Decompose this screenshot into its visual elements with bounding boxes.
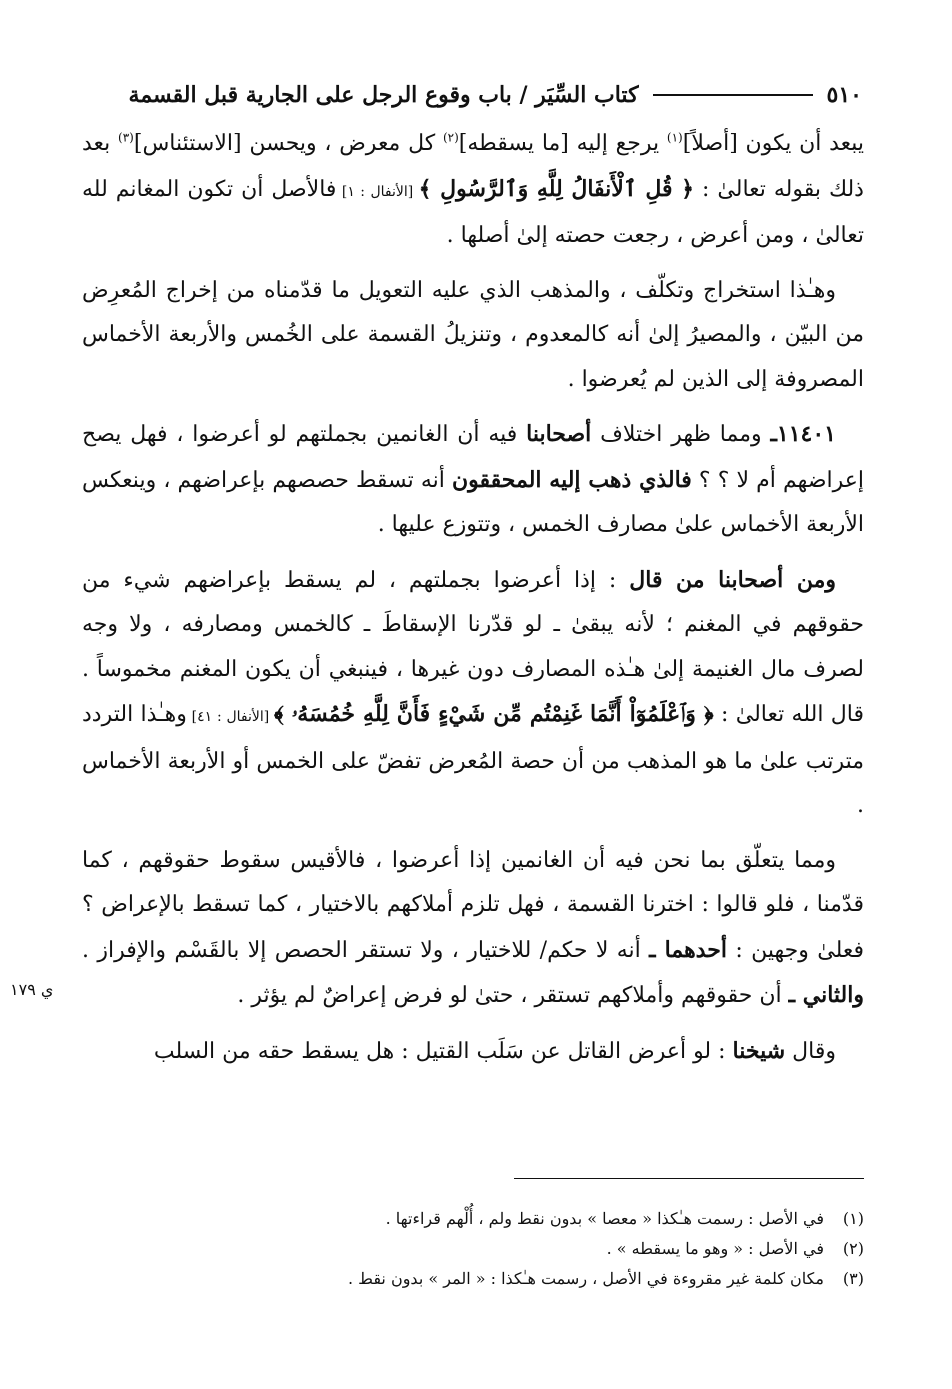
footnote-ref: (١): [666, 130, 683, 145]
chapter-title: كتاب السِّيَر / باب وقوع الرجل على الجارية قبل القسمة: [128, 82, 639, 108]
text-run: ومما يتعلّق بما نحن فيه أن الغانمين إذا أعرضوا ، فالأقيس سقوط حقوقهم ، كما قدّمنا ، فلو قالوا : اخترنا القسمة ، فهل تلزم أملاكهم بالاختيار ، كما تسقط بالإعراض ؟ فعلىٰ وجهين :: [82, 847, 864, 963]
text-run: يبعد أن يكون [أصلاً]: [682, 131, 865, 156]
text-run: كل معرض ، ويحسن [الاستئناس]: [133, 131, 443, 156]
footnote-text: مكان كلمة غير مقروءة في الأصل ، رسمت هـٰكذا : « المر » بدون نقط .: [347, 1269, 824, 1288]
text-run: أنه لا حكم/ للاختيار ، ولا تستقر الحصص إلا بالقَسْم والإفراز .: [82, 937, 650, 963]
text-run: يرجع إليه [ما يسقطه]: [458, 131, 667, 156]
text-run: : لو أعرض القاتل عن سَلَب القتيل : هل يسقط حقه من السلب: [153, 1038, 733, 1064]
footnote: [90, 1234, 864, 1264]
bold-term: فالذي ذهب إليه المحققون: [452, 466, 692, 493]
text-run: ومما ظهر اختلاف: [591, 422, 771, 447]
bold-term: ومن أصحابنا من قال: [629, 566, 837, 593]
quran-quote: ﴿ وَٱعْلَمُوٓاْ أَنَّمَا غَنِمْتُم مِّن شَيْءٍ فَأَنَّ لِلَّهِ خُمُسَهُۥ ﴾: [274, 701, 714, 727]
text-run: وقال: [785, 1038, 836, 1064]
bold-term: شيخنا: [732, 1037, 786, 1064]
text-run: أن حقوقهم وأملاكهم تستقر ، حتىٰ لو فرض إعراضٌ لم يؤثر .: [237, 983, 789, 1008]
bold-term: أحدهما ـ: [649, 936, 727, 963]
footnotes: [90, 1204, 864, 1294]
manuscript-margin-note: ي ١٧٩: [10, 980, 54, 999]
paragraph-6: [82, 1029, 864, 1075]
issue-number: ١١٤٠١ـ: [770, 421, 836, 447]
bold-term: أصحابنا: [526, 421, 592, 447]
footnote: [90, 1204, 864, 1234]
verse-reference: [الأنفال : ٤١]: [186, 709, 275, 725]
footnote-text: في الأصل : رسمت هـٰكذا « معصا » بدون نقط ولم ، أُلْهم قراءتها .: [385, 1209, 824, 1228]
footnote-divider: [514, 1178, 864, 1179]
bold-term: والثاني ـ: [788, 982, 864, 1008]
text-run: وهـٰذا التردد مترتب علىٰ ما هو المذهب من أن حصة المُعرض تفضّ على الخمس أو الأربعة الأخماس .: [82, 702, 864, 818]
text-run: أنه تسقط حصصهم بإعراضهم ، وينعكس الأربعة الأخماس علىٰ مصارف الخمس ، وتتوزع عليها .: [82, 467, 864, 537]
footnote-number: (١): [842, 1209, 864, 1228]
paragraph-2: وهـٰذا استخراج وتكلّف ، والمذهب الذي عليه التعويل ما قدّمناه من إخراج المُعرِض من البيّن ، والمصيرُ إلىٰ أنه كالمعدوم ، وتنزيلُ القسمة على الخُمس والأربعة الأخماس المصروفة إلى الذين لم يُعرضوا .: [82, 277, 864, 392]
paragraph-3: [82, 412, 864, 548]
footnote-number: (٢): [842, 1239, 864, 1258]
paragraph-1: [82, 122, 864, 259]
text-run: : إذا أعرضوا بجملتهم ، لم يسقط بإعراضهم شيء من حقوقهم في المغنم ؛ لأنه يبقىٰ ـ لو قدّرنا الإسقاطَ ـ كالخمس ومصارفه ، ولا وجه لصرف مال الغنيمة إلىٰ هـٰذه المصارف دون غيرها ، فينبغي أن يكون المغنم مخموساً . قال الله تعالىٰ :: [82, 567, 864, 727]
footnote-ref: (٢): [442, 130, 459, 145]
footnote-text: في الأصل : « وهو ما يسقطه » .: [606, 1239, 824, 1258]
footnote-ref: (٣): [118, 130, 134, 145]
text-run: بعد ذلك بقوله تعالىٰ :: [82, 131, 864, 202]
main-text: [82, 122, 864, 1074]
footnote-number: (٣): [842, 1269, 864, 1288]
running-head: [80, 78, 862, 112]
quran-quote: ﴿ قُلِ ٱلْأَنفَالُ لِلَّهِ وَٱلرَّسُولِ ﴾: [418, 175, 695, 202]
page-number: ٥١٠: [826, 82, 862, 108]
header-rule: [653, 94, 813, 96]
paragraph-4: [82, 558, 864, 829]
text-run: فالأصل أن تكون المغانم لله تعالىٰ ، ومن أعرض ، رجعت حصته إلىٰ أصلها .: [82, 176, 864, 248]
text-run: فيه أن الغانمين بجملتهم لو أعرضوا ، فهل يصح إعراضهم أم لا ؟ ؟: [82, 422, 864, 493]
footnote: [90, 1264, 864, 1294]
paragraph-5: [82, 839, 864, 1019]
verse-reference: [الأنفال : ١]: [336, 183, 419, 200]
